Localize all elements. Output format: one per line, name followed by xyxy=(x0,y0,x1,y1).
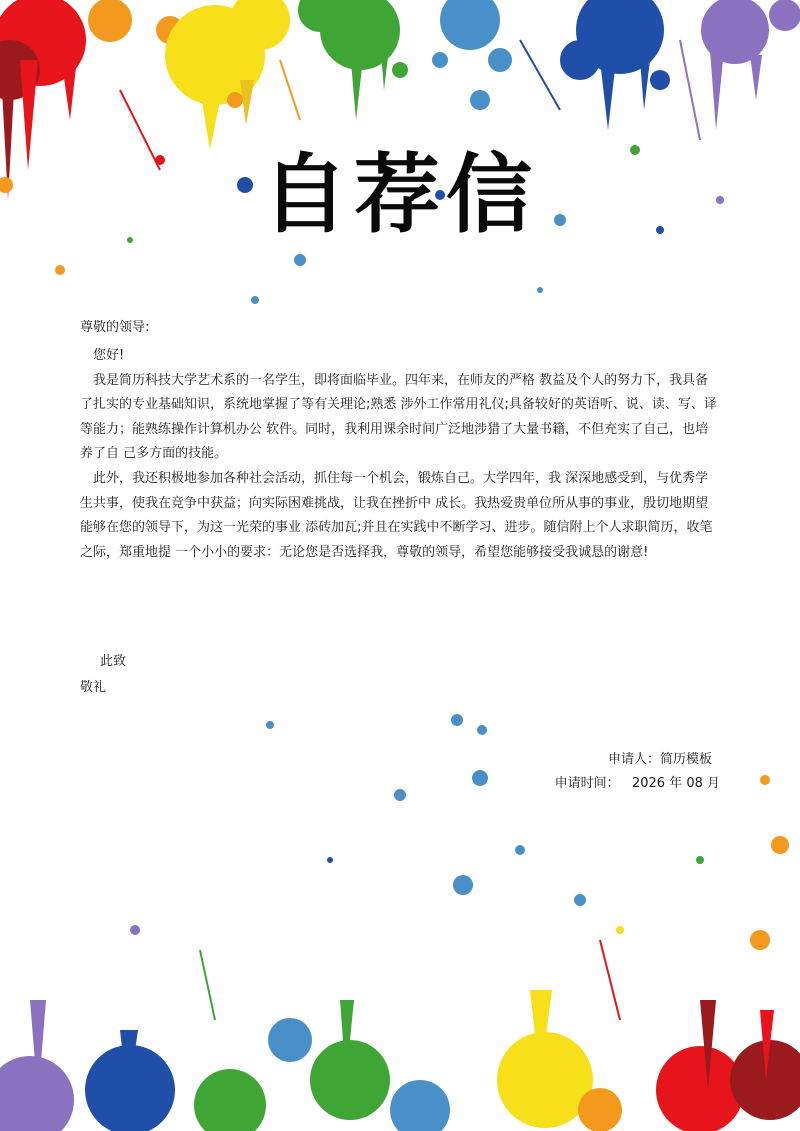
closing-jing-li: 敬礼 xyxy=(80,680,107,695)
applicant-name: 申请人：简历模板 xyxy=(607,752,712,767)
application-date: 申请时间： 2026 年 08 月 xyxy=(554,776,720,791)
closing-ci-zhi: 此致 xyxy=(100,654,127,669)
letter-body xyxy=(80,344,720,565)
body-paragraph: 我是简历科技大学艺术系的一名学生，即将面临毕业。四年来，在师友的严格 教益及个人的努力下，我具备了扎实的专业基础知识，系统地掌握了等有关理论;熟悉 涉外工作常用礼仪;具备较好的英语听、说、读、写、译等能力；能熟练操作计算机办公 软件。同时，我利用课余时间广泛地涉猎了大量书籍，不但充实了自己，也培养了自 己多方面的技能。 xyxy=(80,372,717,462)
greeting: 您好! xyxy=(93,348,125,363)
body-paragraph: 此外，我还积极地参加各种社会活动，抓住每一个机会，锻炼自己。大学四年，我 深深地感受到，与优秀学生共事，使我在竞争中获益；向实际困难挑战，让我在挫折中 成长。我热爱贵单位所从事的事业，殷切地期望能够在您的领导下，为这一光荣的事业 添砖加瓦;并且在实践中不断学习、进步。随信附上个人求职简历，收笔之际，郑重地提 一个小小的要求：无论您是否选择我，尊敬的领导，希望您能够接受我诚恳的谢意! xyxy=(80,470,713,560)
salutation: 尊敬的领导: xyxy=(80,320,150,335)
letter-title: 自荐信 xyxy=(262,145,538,245)
